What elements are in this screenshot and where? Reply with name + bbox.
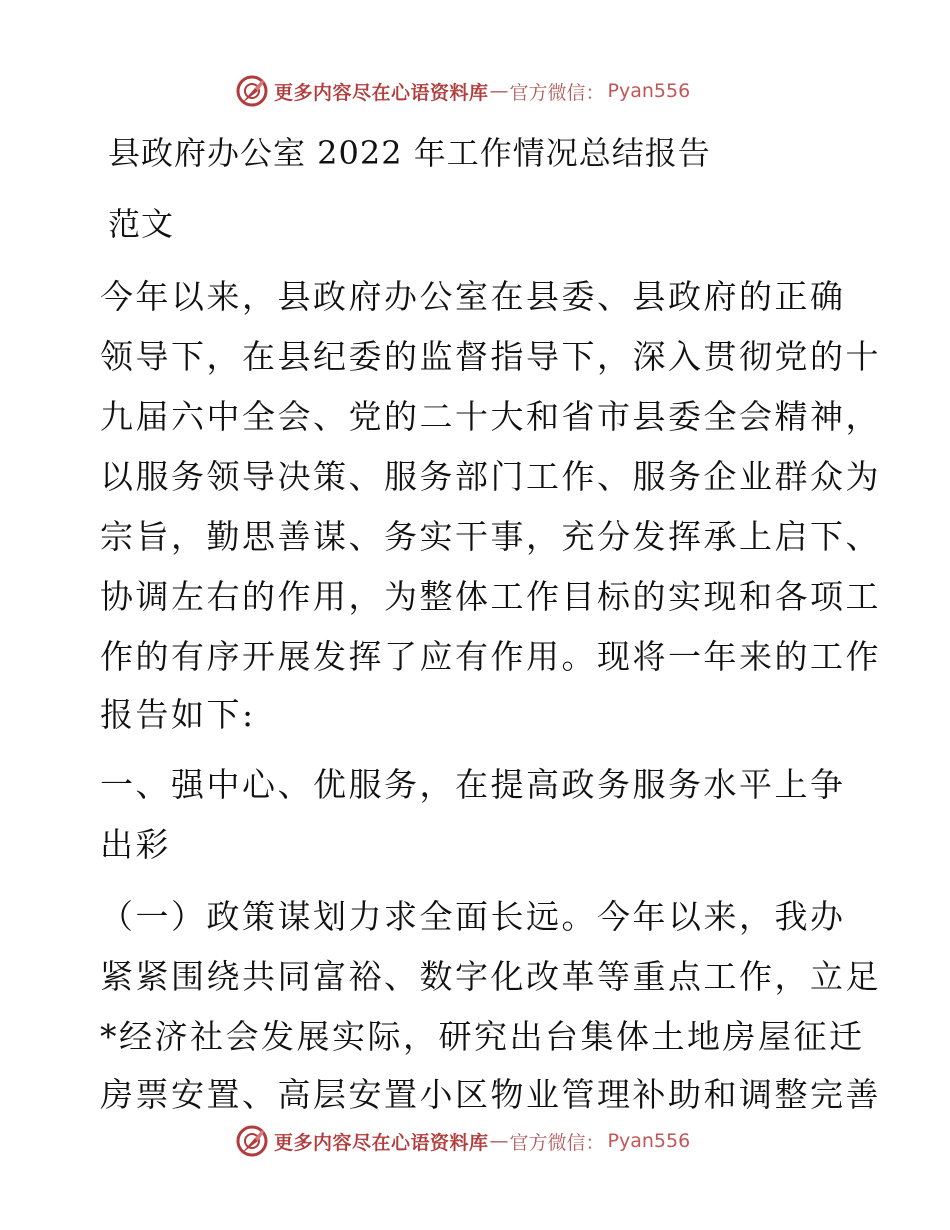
watermark-account: Pyan556 xyxy=(607,1130,691,1152)
paragraph-line: 领导下，在县纪委的监督指导下，深入贯彻党的十 xyxy=(100,337,881,376)
watermark-dash: — xyxy=(489,80,509,102)
watermark-account: Pyan556 xyxy=(607,80,691,102)
document-subtitle: 范文 xyxy=(108,205,175,243)
paragraph-line: 今年以来，县政府办公室在县委、县政府的正确 xyxy=(100,277,846,316)
pen-seal-logo-icon xyxy=(235,74,269,108)
watermark-official-label: 官方微信： xyxy=(509,1131,605,1154)
paragraph-line: 房票安置、高层安置小区物业管理补助和调整完善 xyxy=(100,1075,881,1114)
pen-seal-logo-icon xyxy=(235,1124,269,1158)
section-heading-line: 一、强中心、优服务，在提高政务服务水平上争 xyxy=(100,765,846,804)
document-title: 县政府办公室 2022 年工作情况总结报告 xyxy=(108,134,711,172)
watermark-official-label: 官方微信： xyxy=(509,81,605,104)
paragraph-line: 紧紧围绕共同富裕、数字化改革等重点工作，立足 xyxy=(100,957,881,996)
footer-watermark xyxy=(235,1123,690,1159)
section-heading-line: 出彩 xyxy=(100,825,171,864)
paragraph-line: 九届六中全会、党的二十大和省市县委全会精神， xyxy=(100,397,881,436)
watermark-brand: 更多内容尽在心语资料库 xyxy=(274,81,489,104)
paragraph-line: 宗旨，勤思善谋、务实干事，充分发挥承上启下、 xyxy=(100,517,881,556)
paragraph-line: （一）政策谋划力求全面长远。今年以来，我办 xyxy=(100,897,846,936)
paragraph-line: 作的有序开展发挥了应有作用。现将一年来的工作 xyxy=(100,637,881,676)
paragraph-line: 报告如下: xyxy=(100,695,256,734)
paragraph-line: 协调左右的作用，为整体工作目标的实现和各项工 xyxy=(100,577,881,616)
watermark-brand: 更多内容尽在心语资料库 xyxy=(274,1131,489,1154)
watermark-dash: — xyxy=(489,1130,509,1152)
paragraph-line: 以服务领导决策、服务部门工作、服务企业群众为 xyxy=(100,457,881,496)
paragraph-line: *经济社会发展实际，研究出台集体土地房屋征迁 xyxy=(100,1017,865,1056)
header-watermark xyxy=(235,73,690,109)
